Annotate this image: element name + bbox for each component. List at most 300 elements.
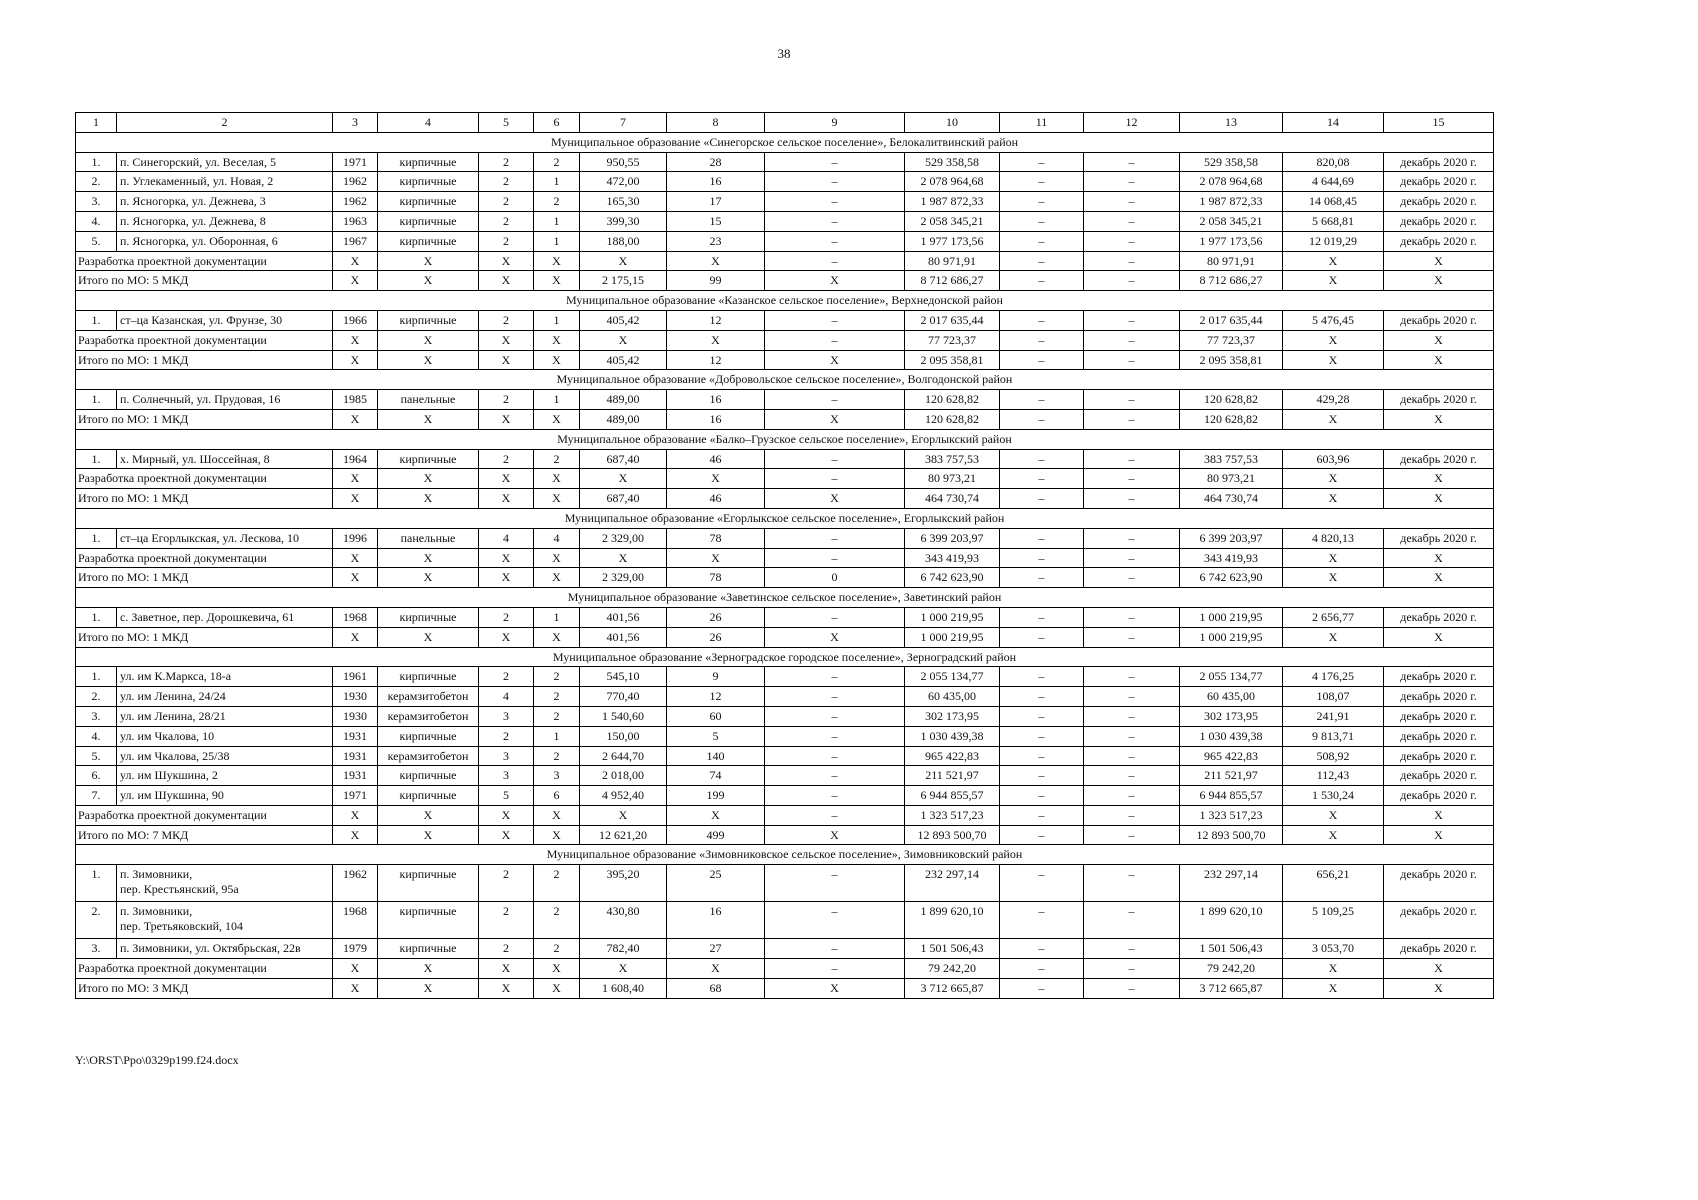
table-cell: X [580,805,667,825]
table-cell: 2 058 345,21 [1180,211,1283,231]
section-title: Муниципальное образование «Заветинское сельское поселение», Заветинский район [76,588,1494,608]
table-cell: X [479,825,534,845]
table-cell: – [1000,548,1084,568]
table-cell: 68 [667,978,765,998]
table-cell: 1 977 173,56 [1180,231,1283,251]
table-cell: X [378,805,479,825]
table-cell: – [1000,251,1084,271]
table-cell: декабрь 2020 г. [1384,687,1494,707]
table-cell: – [1000,959,1084,979]
table-cell: 965 422,83 [1180,746,1283,766]
table-cell: X [333,959,378,979]
section-header-row [76,588,1494,608]
table-cell: – [765,607,905,627]
table-cell: – [1000,786,1084,806]
summary-label: Разработка проектной документации [76,251,333,271]
summary-label: Разработка проектной документации [76,548,333,568]
table-cell: – [1000,939,1084,959]
table-cell: 46 [667,449,765,469]
table-cell: кирпичные [378,607,479,627]
table-cell: кирпичные [378,152,479,172]
table-cell: X [1384,548,1494,568]
table-cell: 1962 [333,172,378,192]
table-cell: – [1000,390,1084,410]
section-title: Муниципальное образование «Егорлыкское сельское поселение», Егорлыкский район [76,508,1494,528]
section-title: Муниципальное образование «Зимовниковское сельское поселение», Зимовниковский район [76,845,1494,865]
table-cell: 343 419,93 [1180,548,1283,568]
table-cell: – [1084,548,1180,568]
table-cell: 489,00 [580,409,667,429]
table-cell: X [378,271,479,291]
table-cell: X [1283,568,1384,588]
summary-label: Итого по МО: 1 МКД [76,568,333,588]
table-cell: 26 [667,607,765,627]
table-cell: 1. [76,449,117,469]
table-cell: – [1000,902,1084,939]
table-cell: 1 501 506,43 [905,939,1000,959]
table-cell: 1 501 506,43 [1180,939,1283,959]
table-cell: X [667,548,765,568]
summary-label: Разработка проектной документации [76,805,333,825]
table-cell: 1 323 517,23 [1180,805,1283,825]
table-cell: 12 [667,350,765,370]
table-cell: X [1283,805,1384,825]
address-cell: ул. им Шукшина, 2 [117,766,333,786]
table-cell: декабрь 2020 г. [1384,667,1494,687]
table-cell: декабрь 2020 г. [1384,746,1494,766]
section-header-row [76,647,1494,667]
table-cell: декабрь 2020 г. [1384,310,1494,330]
table-cell: 1 899 620,10 [905,902,1000,939]
table-cell: 1964 [333,449,378,469]
table-row [76,706,1494,726]
table-cell: 656,21 [1283,865,1384,902]
table-cell: X [1384,627,1494,647]
table-cell: – [765,192,905,212]
table-cell: 4 644,69 [1283,172,1384,192]
table-cell: 3. [76,192,117,212]
table-cell: 112,43 [1283,766,1384,786]
table-cell: 2 [534,152,580,172]
table-cell: X [378,489,479,509]
table-cell: X [333,568,378,588]
summary-row [76,627,1494,647]
table-cell: 120 628,82 [905,409,1000,429]
table-cell: 1. [76,865,117,902]
table-cell: 60 [667,706,765,726]
table-cell: X [1384,978,1494,998]
table-cell: 46 [667,489,765,509]
address-cell: ул. им Шукшина, 90 [117,786,333,806]
summary-row [76,805,1494,825]
table-cell: X [333,548,378,568]
table-cell: 2 [534,939,580,959]
table-cell: 25 [667,865,765,902]
table-cell: декабрь 2020 г. [1384,172,1494,192]
address-cell: п. Зимовники, пер. Крестьянский, 95а [117,865,333,902]
address-cell: п. Углекаменный, ул. Новая, 2 [117,172,333,192]
table-cell: 5 109,25 [1283,902,1384,939]
table-cell: декабрь 2020 г. [1384,939,1494,959]
table-cell: 108,07 [1283,687,1384,707]
table-cell: 26 [667,627,765,647]
table-cell: декабрь 2020 г. [1384,607,1494,627]
summary-label: Итого по МО: 5 МКД [76,271,333,291]
table-cell: 232 297,14 [1180,865,1283,902]
table-cell: 395,20 [580,865,667,902]
table-cell: – [1084,667,1180,687]
table-cell: 2 [534,902,580,939]
table-cell: X [1384,409,1494,429]
table-body [76,113,1494,999]
table-row [76,152,1494,172]
table-cell: 472,00 [580,172,667,192]
table-cell: 545,10 [580,667,667,687]
summary-row [76,489,1494,509]
table-cell: 1962 [333,192,378,212]
table-cell: – [765,449,905,469]
table-cell: 1. [76,607,117,627]
table-cell: X [1283,469,1384,489]
table-cell: X [1283,978,1384,998]
table-cell: 2 [534,706,580,726]
table-cell: 782,40 [580,939,667,959]
table-cell: X [534,568,580,588]
table-cell: 78 [667,528,765,548]
table-cell: керамзитобетон [378,706,479,726]
table-cell: 3 712 665,87 [1180,978,1283,998]
table-cell: X [333,271,378,291]
table-cell: 1 323 517,23 [905,805,1000,825]
table-cell: – [1000,330,1084,350]
table-cell: 3 [479,706,534,726]
table-cell: кирпичные [378,449,479,469]
header-cell: 9 [765,113,905,133]
table-cell: X [333,330,378,350]
table-cell: 2 [534,667,580,687]
page-number: 38 [777,46,791,61]
table-cell: 60 435,00 [1180,687,1283,707]
table-cell: 2 329,00 [580,528,667,548]
table-cell: 2 [479,172,534,192]
table-cell: – [765,251,905,271]
table-cell: 6 399 203,97 [905,528,1000,548]
summary-label: Разработка проектной документации [76,469,333,489]
table-cell: 241,91 [1283,706,1384,726]
table-cell: 4 [534,528,580,548]
table-cell: X [333,825,378,845]
table-cell: – [1000,192,1084,212]
table-cell: 2 656,77 [1283,607,1384,627]
table-cell: 28 [667,152,765,172]
table-cell: X [534,548,580,568]
table-cell: кирпичные [378,786,479,806]
table-cell: X [765,409,905,429]
table-cell: X [333,627,378,647]
section-title: Муниципальное образование «Балко–Грузское сельское поселение», Егорлыкский район [76,429,1494,449]
table-cell: X [378,409,479,429]
table-cell: – [765,390,905,410]
table-cell: X [479,350,534,370]
table-cell: – [1084,825,1180,845]
table-cell: 1 987 872,33 [905,192,1000,212]
table-cell: – [765,746,905,766]
table-cell: 7. [76,786,117,806]
table-cell: 1. [76,152,117,172]
table-cell: 6. [76,766,117,786]
summary-row [76,350,1494,370]
table-cell: X [765,825,905,845]
table-cell: X [534,251,580,271]
table-cell: 1. [76,667,117,687]
table-cell: X [534,825,580,845]
table-cell: 1 000 219,95 [905,607,1000,627]
table-cell: – [1084,865,1180,902]
table-cell: X [667,805,765,825]
table-cell: 2 [534,746,580,766]
table-cell: X [333,489,378,509]
table-cell: 1971 [333,786,378,806]
table-cell: – [1084,409,1180,429]
table-cell: 1930 [333,687,378,707]
table-cell: – [765,939,905,959]
table-cell: 2 [479,192,534,212]
table-cell: 508,92 [1283,746,1384,766]
table-cell: – [1084,607,1180,627]
header-cell: 1 [76,113,117,133]
table-cell: 2 [479,607,534,627]
table-cell: 150,00 [580,726,667,746]
table-cell: 12 [667,687,765,707]
table-cell: – [1000,152,1084,172]
table-cell: декабрь 2020 г. [1384,902,1494,939]
table-cell: 8 712 686,27 [1180,271,1283,291]
table-cell: – [1084,390,1180,410]
table-cell: 1 [534,390,580,410]
table-cell: X [378,350,479,370]
address-cell: ул. им Ленина, 24/24 [117,687,333,707]
table-cell: X [765,627,905,647]
table-cell: – [1084,192,1180,212]
address-cell: ст–ца Казанская, ул. Фрунзе, 30 [117,310,333,330]
address-cell: п. Солнечный, ул. Прудовая, 16 [117,390,333,410]
table-cell: – [765,902,905,939]
table-cell: X [1283,825,1384,845]
table-cell: X [667,959,765,979]
header-cell: 5 [479,113,534,133]
table-cell: – [1084,528,1180,548]
summary-row [76,568,1494,588]
table-cell: декабрь 2020 г. [1384,390,1494,410]
table-cell: 2 [534,449,580,469]
table-cell: X [534,489,580,509]
table-cell: – [1000,978,1084,998]
table-cell: 4 952,40 [580,786,667,806]
table-cell: 5 [667,726,765,746]
table-cell: – [765,152,905,172]
table-cell: X [333,978,378,998]
header-cell: 10 [905,113,1000,133]
table-row [76,310,1494,330]
section-header-row [76,291,1494,311]
table-cell: 429,28 [1283,390,1384,410]
address-cell: ул. им Чкалова, 25/38 [117,746,333,766]
table-cell: X [1283,409,1384,429]
table-cell: 9 813,71 [1283,726,1384,746]
table-cell: 965 422,83 [905,746,1000,766]
table-cell: X [580,330,667,350]
table-cell: X [1384,825,1494,845]
table-cell: 2 055 134,77 [905,667,1000,687]
header-cell: 12 [1084,113,1180,133]
table-cell: 489,00 [580,390,667,410]
table-cell: X [479,409,534,429]
table-cell: 80 971,91 [1180,251,1283,271]
table-cell: 6 944 855,57 [905,786,1000,806]
table-cell: кирпичные [378,172,479,192]
table-cell: 1. [76,390,117,410]
table-cell: X [765,489,905,509]
table-cell: – [765,310,905,330]
table-cell: 2 [479,449,534,469]
table-cell: 2 175,15 [580,271,667,291]
table-cell: кирпичные [378,726,479,746]
section-header-row [76,132,1494,152]
table-cell: – [1000,449,1084,469]
table-cell: 1 000 219,95 [905,627,1000,647]
table-cell: 6 399 203,97 [1180,528,1283,548]
table-cell: 401,56 [580,607,667,627]
table-cell: 1 987 872,33 [1180,192,1283,212]
table-cell: – [765,528,905,548]
table-cell: 603,96 [1283,449,1384,469]
table-cell: – [765,805,905,825]
table-cell: X [1384,489,1494,509]
table-cell: – [765,211,905,231]
document-table [75,112,1494,999]
table-cell: X [1283,548,1384,568]
table-cell: 401,56 [580,627,667,647]
table-cell: X [580,548,667,568]
table-cell: X [479,251,534,271]
table-cell: 4 [479,687,534,707]
table-cell: X [534,469,580,489]
table-cell: – [1084,959,1180,979]
table-cell: X [1283,271,1384,291]
table-cell: 12 621,20 [580,825,667,845]
table-row [76,865,1494,902]
table-cell: 232 297,14 [905,865,1000,902]
table-cell: 12 019,29 [1283,231,1384,251]
table-cell: X [765,271,905,291]
table-cell: декабрь 2020 г. [1384,152,1494,172]
table-cell: 2 [479,211,534,231]
table-cell: – [1084,939,1180,959]
address-cell: ул. им Чкалова, 10 [117,726,333,746]
table-cell: кирпичные [378,192,479,212]
section-header-row [76,508,1494,528]
table-cell: 165,30 [580,192,667,212]
table-cell: декабрь 2020 г. [1384,865,1494,902]
table-cell: 5. [76,746,117,766]
table-cell: 3. [76,706,117,726]
address-cell: с. Заветное, пер. Дорошкевича, 61 [117,607,333,627]
table-cell: 16 [667,902,765,939]
table-cell: 17 [667,192,765,212]
table-cell: X [667,330,765,350]
table-cell: – [765,959,905,979]
table-cell: 5 [479,786,534,806]
summary-row [76,330,1494,350]
table-cell: – [765,766,905,786]
table-cell: 820,08 [1283,152,1384,172]
table-cell: 12 893 500,70 [905,825,1000,845]
table-cell: панельные [378,528,479,548]
table-cell: – [1084,978,1180,998]
section-header-row [76,370,1494,390]
table-cell: 343 419,93 [905,548,1000,568]
table-row [76,211,1494,231]
table-cell: 1. [76,528,117,548]
table-cell: декабрь 2020 г. [1384,231,1494,251]
table-cell: X [534,350,580,370]
table-cell: 1962 [333,865,378,902]
table-cell: – [1084,786,1180,806]
table-cell: 1961 [333,667,378,687]
table-cell: – [1000,746,1084,766]
table-cell: 430,80 [580,902,667,939]
table-cell: – [765,469,905,489]
table-cell: 2 017 635,44 [1180,310,1283,330]
header-cell: 3 [333,113,378,133]
table-cell: 3 712 665,87 [905,978,1000,998]
summary-row [76,409,1494,429]
table-cell: – [1000,211,1084,231]
file-path-footer: Y:\ORST\Ppo\0329p199.f24.docx [75,1053,239,1067]
table-cell: – [1084,902,1180,939]
table-cell: – [1084,766,1180,786]
table-cell: 0 [765,568,905,588]
table-cell: 9 [667,667,765,687]
summary-label: Итого по МО: 7 МКД [76,825,333,845]
table-cell: кирпичные [378,211,479,231]
table-cell: 4 [479,528,534,548]
table-cell: – [1084,152,1180,172]
table-cell: 1 [534,607,580,627]
table-cell: 60 435,00 [905,687,1000,707]
table-cell: X [580,251,667,271]
address-cell: п. Зимовники, пер. Третьяковский, 104 [117,902,333,939]
table-row [76,939,1494,959]
table-cell: – [1000,766,1084,786]
table-cell: X [1283,489,1384,509]
table-cell: X [1384,271,1494,291]
table-cell: X [479,548,534,568]
table-cell: 687,40 [580,449,667,469]
table-cell: X [479,568,534,588]
table-cell: кирпичные [378,667,479,687]
table-cell: панельные [378,390,479,410]
table-cell: X [378,978,479,998]
table-cell: – [1084,449,1180,469]
table-cell: 2. [76,687,117,707]
table-cell: 14 068,45 [1283,192,1384,212]
table-cell: 770,40 [580,687,667,707]
table-cell: 2 [534,687,580,707]
summary-label: Итого по МО: 3 МКД [76,978,333,998]
table-cell: 6 [534,786,580,806]
table-cell: 1 [534,310,580,330]
